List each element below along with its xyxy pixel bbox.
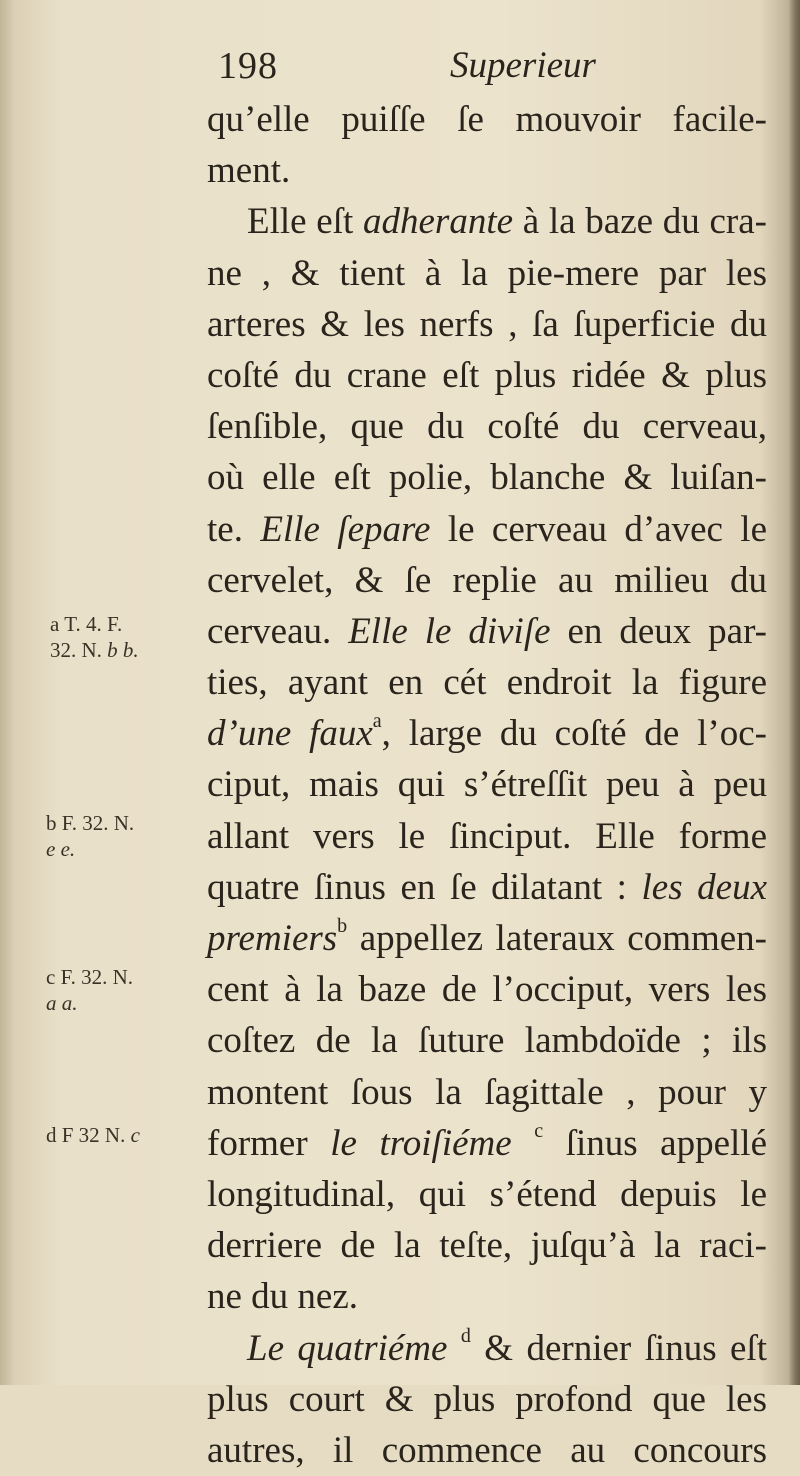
- main-text: [207, 94, 767, 1476]
- text-line: ment.: [207, 150, 291, 192]
- text-line: allant vers le ſinciput. Elle forme: [207, 815, 767, 857]
- page-number: 198: [218, 45, 278, 87]
- footnote-marker: d: [460, 1324, 471, 1347]
- text-line: autres, il commence au concours: [207, 1429, 767, 1471]
- text-line: former le troiſiéme $^c$ ſinus appellé: [207, 1119, 767, 1164]
- text-line: ties, ayant en cét endroit la figure: [207, 662, 767, 704]
- text-line: te. Elle ſepare le cerveau d’avec le: [207, 508, 768, 550]
- text-line: cerveau. Elle le diviſe en deux par-: [207, 610, 768, 652]
- margin-note-d: d F 32 N. c: [46, 1123, 140, 1147]
- running-head: Superieur: [450, 45, 596, 86]
- text-line: ciput, mais qui s’étreſſit peu à peu: [207, 764, 767, 806]
- text-line: Elle eſt adherante à la baze du cra-: [247, 201, 767, 243]
- text-line: ne du nez.: [207, 1276, 359, 1318]
- text-line: derriere de la teſte, juſqu’à la raci-: [207, 1225, 767, 1267]
- text-line: qu’elle puiſſe ſe mouvoir facile-: [207, 99, 767, 140]
- text-line: ſenſible, que du coſté du cerveau,: [207, 406, 767, 448]
- text-line: ne , & tient à la pie-mere par les: [207, 252, 767, 294]
- footnote-marker: c: [534, 1119, 544, 1142]
- text-line: cervelet, & ſe replie au milieu du: [207, 559, 767, 601]
- text-line: longitudinal, qui s’étend depuis le: [207, 1173, 767, 1215]
- page-edge-shadow: [788, 0, 800, 1385]
- text-line: plus court & plus profond que les: [207, 1378, 767, 1420]
- text-line: où elle eſt polie, blanche & luiſan-: [207, 457, 767, 499]
- text-line: arteres & les nerfs , ſa ſuperficie du: [207, 303, 767, 345]
- margin-note-a: a T. 4. F. 32. N. b b.: [50, 612, 139, 662]
- footnote-marker: b: [337, 915, 348, 937]
- text-line: montent ſous la ſagittale , pour y: [207, 1071, 767, 1113]
- page-header: [218, 44, 618, 90]
- margin-note-b: b F. 32. N. e e.: [46, 811, 135, 861]
- margin-note-c: c F. 32. N. a a.: [46, 965, 133, 1015]
- text-line: coſtez de la ſuture lambdoïde ; ils: [207, 1020, 767, 1062]
- text-line: cent à la baze de l’occiput, vers les: [207, 969, 767, 1011]
- text-line: coſté du crane eſt plus ridée & plus: [207, 354, 767, 396]
- margin-notes: [0, 0, 205, 1385]
- text-line: Le quatriéme $^d$ & dernier ſinus eſt: [247, 1324, 767, 1369]
- text-line: premiers$^b$ appellez lateraux commen-: [207, 915, 767, 959]
- text-line: quatre ſinus en ſe dilatant : les deux: [207, 866, 767, 908]
- text-line: d’une faux$^a$, large du coſté de l’oc-: [207, 710, 767, 755]
- footnote-marker: a: [372, 710, 382, 733]
